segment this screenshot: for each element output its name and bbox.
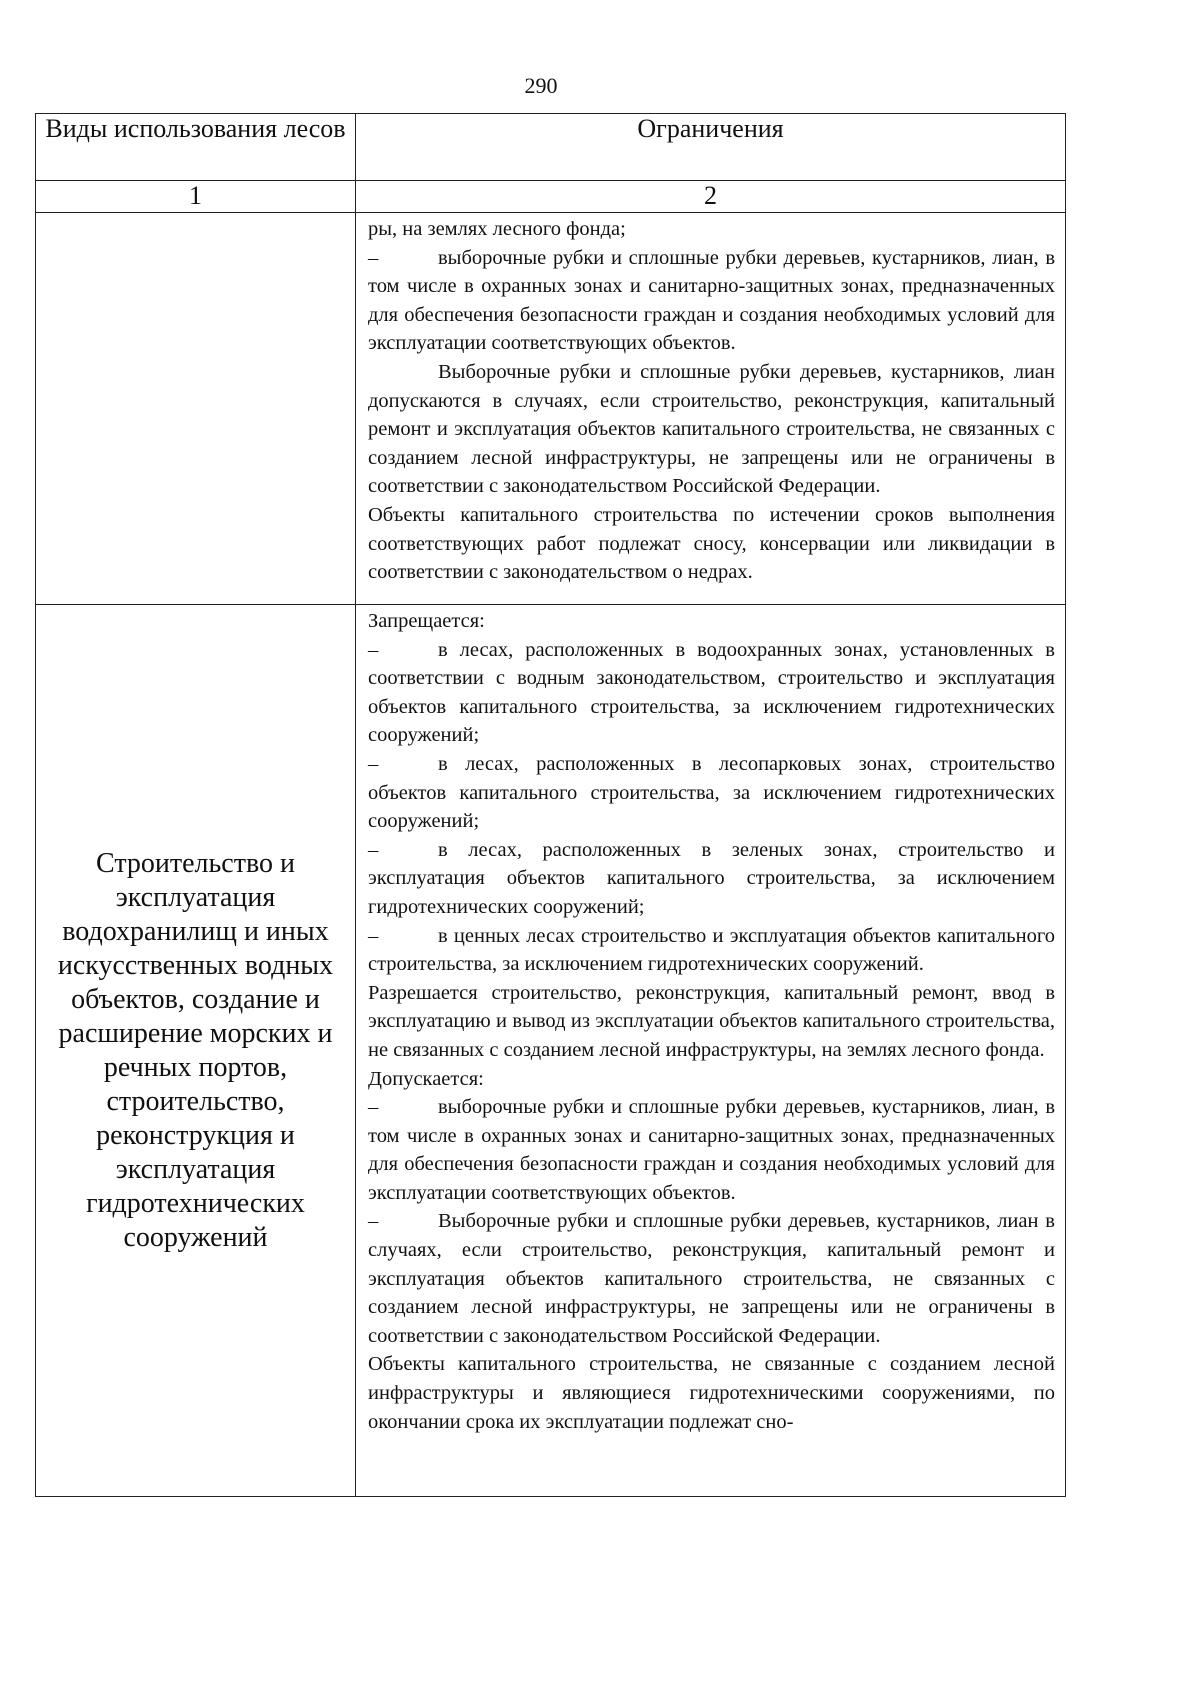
table-header-row (36, 114, 1066, 181)
restriction-text: Запрещается: (368, 610, 485, 632)
restriction-text: Разрешается строительство, реконструкция, капитальный ремонт, ввод в эксплуатацию и вывод из эксплуатации объектов капитального строительства, не связанных с созданием лесной инфраструктуры, на землях лесного фонда. (368, 981, 1055, 1061)
restriction-text: Выборочные рубки и сплошные рубки деревьев, кустарников, лиан допускаются в случаях, если строительство, реконструкция, капитальный ремонт и эксплуатация объектов капитального строительства, не связанных с созданием лесной инфраструктуры, не запрещены или не ограничены в соответствии с законодательством Российской Федерации. (368, 360, 1055, 498)
page-number: 290 (524, 73, 558, 98)
restriction-text: в лесах, расположенных в зеленых зонах, строительство и эксплуатация объектов капитального строительства, за исключением гидротехнических сооружений; (368, 838, 1055, 918)
list-dash: – (368, 1096, 379, 1119)
restriction-paragraph (368, 1350, 1055, 1436)
row-use-type: Строительство и эксплуатация водохранилищ и иных искусственных водных объектов, создание и расширение морских и речных портов, строительство, реконструкция и эксплуатация гидротехнических сооружений (36, 605, 356, 1497)
list-dash: – (368, 246, 379, 269)
list-dash: – (368, 838, 379, 861)
restriction-paragraph (368, 501, 1055, 587)
column-number-2: 2 (356, 181, 1066, 213)
restriction-paragraph (368, 979, 1055, 1065)
header-restrictions: Ограничения (356, 114, 1066, 181)
restriction-paragraph (368, 1207, 1055, 1350)
restriction-text: в ценных лесах строительство и эксплуатация объектов капитального строительства, за исключением гидротехнических сооружений. (368, 924, 1055, 976)
restriction-text: в лесах, расположенных в лесопарковых зонах, строительство объектов капитального строительства, за исключением гидротехнических сооружений; (368, 752, 1055, 833)
restriction-text: Допускается: (368, 1067, 484, 1090)
restriction-text: выборочные рубки и сплошные рубки деревьев, кустарников, лиан, в том числе в охранных зонах и санитарно-защитных зонах, предназначенных для обеспечения безопасности граждан и создания необходимых условий для эксплуатации соответствующих объектов. (368, 246, 1055, 355)
list-dash: – (368, 1210, 379, 1233)
restriction-paragraph (368, 750, 1055, 836)
restriction-text: Объекты капитального строительства, не связанные с созданием лесной инфраструктуры и являющиеся гидротехническими сооружениями, по окончании срока их эксплуатации подлежат сно- (368, 1353, 1055, 1433)
restriction-paragraph (368, 836, 1055, 922)
row-restrictions (356, 605, 1066, 1497)
restriction-paragraph (368, 244, 1055, 358)
forest-use-table (35, 113, 1066, 1497)
restriction-paragraph (368, 1093, 1055, 1207)
restriction-text: Выборочные рубки и сплошные рубки деревьев, кустарников, лиан в случаях, если строительство, реконструкция, капитальный ремонт и эксплуатация объектов капитального строительства, не связанных с созданием лесной инфраструктуры, не запрещены или не ограничены в соответствии с законодательством Российской Федерации. (368, 1210, 1055, 1347)
restriction-paragraph (368, 1065, 1055, 1094)
restriction-paragraph (368, 215, 1055, 244)
restriction-paragraph (368, 636, 1055, 750)
list-dash: – (368, 752, 379, 775)
table-row (36, 213, 1066, 605)
restriction-text: выборочные рубки и сплошные рубки деревьев, кустарников, лиан, в том числе в охранных зонах и санитарно-защитных зонах, предназначенных для обеспечения безопасности граждан и создания необходимых условий для эксплуатации соответствующих объектов. (368, 1096, 1055, 1204)
table-row (36, 605, 1066, 1497)
restriction-paragraph (368, 358, 1055, 501)
restriction-text: Объекты капитального строительства по истечении сроков выполнения соответствующих работ подлежат сносу, консервации или ликвидации в соответствии с законодательством о недрах. (368, 503, 1055, 584)
column-number-row (36, 181, 1066, 213)
restriction-text: в лесах, расположенных в водоохранных зонах, установленных в соответствии с водным законодательством, строительство и эксплуатация объектов капитального строительства, за исключением гидротехнических сооружений; (368, 638, 1055, 747)
list-dash: – (368, 924, 379, 947)
row-use-type (36, 213, 356, 605)
restriction-text: ры, на землях лесного фонда; (368, 218, 626, 240)
header-forest-use-types: Виды использования лесов (36, 114, 356, 181)
row-restrictions (356, 213, 1066, 605)
restriction-paragraph (368, 607, 1055, 636)
restriction-paragraph (368, 922, 1055, 979)
column-number-1: 1 (36, 181, 356, 213)
list-dash: – (368, 638, 379, 661)
